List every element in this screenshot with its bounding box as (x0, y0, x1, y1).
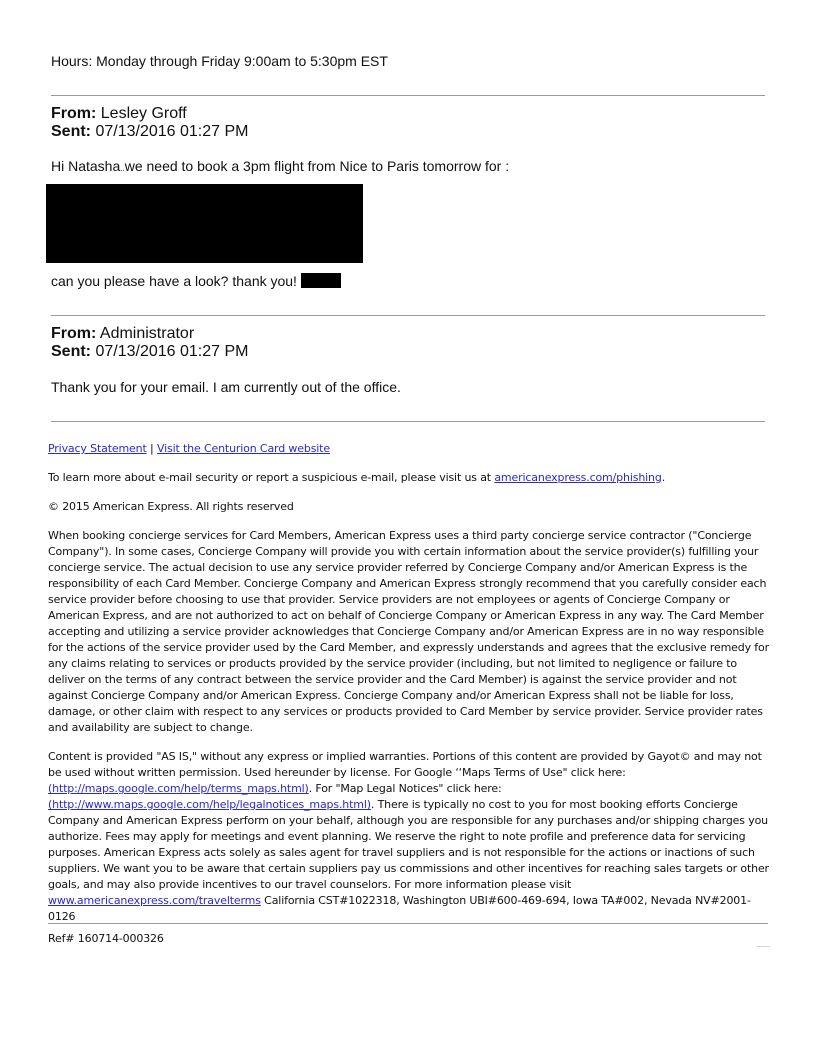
message-sent-line (51, 343, 248, 361)
from-label: From: (51, 325, 97, 342)
footer-links (48, 441, 330, 457)
centurion-website-link[interactable]: Visit the Centurion Card website (156, 442, 330, 455)
auto-reply-text: Thank you for your email. I am currently out of the office. (51, 379, 401, 395)
message-body-line (51, 273, 297, 290)
divider (51, 95, 765, 96)
greeting-separator: .. (120, 164, 125, 173)
maps-terms-link[interactable]: (http://maps.google.com/help/terms_maps.html) (48, 782, 309, 795)
period: . (661, 471, 666, 484)
message-body-line (51, 158, 509, 177)
travelterms-link[interactable]: www.americanexpress.com/travelterms (48, 894, 261, 907)
request-followup-text: can you please have a look? thank you! (51, 273, 297, 289)
link-separator: | (150, 442, 154, 455)
request-text: we need to book a 3pm flight from Nice to Paris tomorrow for : (124, 158, 510, 174)
map-legal-text: . For "Map Legal Notices" click here: (308, 782, 502, 795)
security-notice (48, 470, 665, 486)
divider (51, 315, 765, 316)
message-from-line (51, 325, 194, 343)
content-disclaimer (48, 749, 770, 925)
message-sent-line (51, 123, 248, 141)
page-mark (757, 946, 770, 947)
hours-text: Hours: Monday through Friday 9:00am to 5:30pm EST (51, 53, 388, 69)
message-body-line (51, 379, 401, 396)
from-value: Lesley Groff (100, 105, 187, 122)
copyright-text: © 2015 American Express. All rights reserved (48, 500, 294, 513)
greeting-text: Hi Natasha (51, 158, 121, 174)
privacy-statement-link[interactable]: Privacy Statement (48, 442, 147, 455)
legal-notices-link[interactable]: (http://www.maps.google.com/help/legalnotices_maps.html) (48, 798, 371, 811)
from-label: From: (51, 105, 97, 122)
sent-label: Sent: (51, 123, 91, 140)
message-from-line (51, 105, 187, 123)
content-rest-text: . There is typically no cost to you for most booking efforts Concierge Company and American Express perform on your behalf, although you are responsible for any purchases and/or shipping charges you authorize. Fees may apply for meetings and event planning. We reserve the right to note profile and preference data for servicing purposes. American Express acts solely as sales agent for travel suppliers and is not responsible for the actions or inactions of such suppliers. We want you to be aware that certain suppliers pay us commissions and other incentives for reaching sales targets or other goals, and may also provide incentives to our travel counselors. For more information please visit (48, 798, 769, 891)
phishing-link[interactable]: americanexpress.com/phishing (494, 471, 662, 484)
reference-number: Ref# 160714-000326 (48, 932, 164, 945)
concierge-disclaimer: When booking concierge services for Card Members, American Express uses a third party concierge service contractor ("Concierge Company"). In some cases, Concierge Company will provide you with certain information about the service provider(s) fulfilling your concierge service. The actual decision to use any service provider referred by Concierge Company and/or American Express is the responsibility of each Card Member. Concierge Company and American Express strongly recommend that you carefully consider each service provider before choosing to use that provider. Service providers are not employees or agents of Concierge Company or American Express, and are not authorized to act on behalf of Concierge Company or American Express in any way. The Card Member accepting and utilizing a service provider acknowledges that Concierge Company and/or American Express are in no way responsible for the actions of the service provider used by the Card Member, and expressly understands and agrees that the exclusive remedy for any claims relating to services or products provided by the service provider (including, but not limited to negligence or failure to deliver on the terms of any contract between the service provider and the Card Member) is against the service provider and not against Concierge Company and/or American Express. Concierge Company and/or American Express shall not be liable for loss, damage, or other claim with respect to any services or products provided to Card Member by service provider. Service provider rates and availability are subject to change. (48, 529, 769, 734)
content-intro-text: Content is provided "AS IS," without any express or implied warranties. Portions of this content are provided by Gayot© and may not be used without written permission. Used hereunder by license. For Google ‘‘Maps Terms of Use" click here: (48, 750, 762, 779)
divider (51, 421, 765, 422)
sent-value: 07/13/2016 01:27 PM (95, 343, 249, 360)
redaction-block-small (301, 273, 341, 288)
divider (48, 923, 768, 924)
licenses-text: California CST#1022318, Washington UBI#600-469-694, Iowa TA#002, Nevada NV#2001-0126 (48, 894, 751, 923)
sent-label: Sent: (51, 343, 91, 360)
from-value: Administrator (99, 325, 195, 342)
sent-value: 07/13/2016 01:27 PM (95, 123, 249, 140)
redaction-block (46, 184, 363, 263)
security-text: To learn more about e-mail security or report a suspicious e-mail, please visit us at (48, 471, 491, 484)
